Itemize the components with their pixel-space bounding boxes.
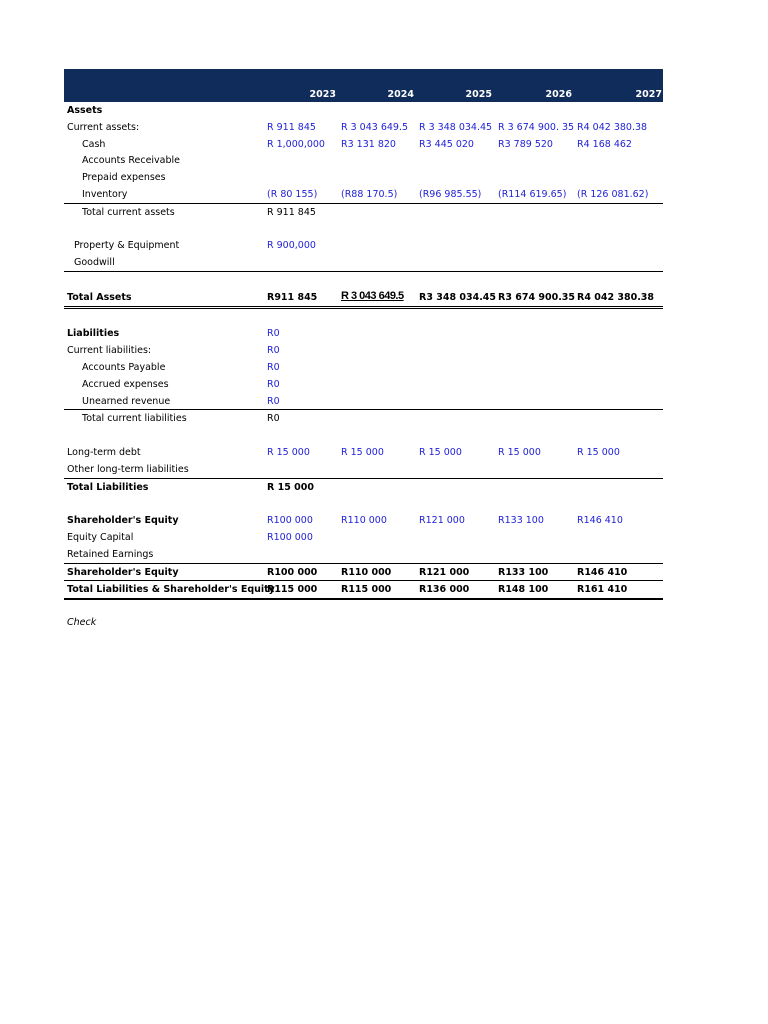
equity-heading-2025[interactable]: R121 000 xyxy=(419,515,465,527)
total-assets-2024[interactable]: R 3 043 649.5 xyxy=(341,289,404,302)
cash-2024[interactable]: R3 131 820 xyxy=(341,138,396,150)
cash-2025[interactable]: R3 445 020 xyxy=(419,138,474,150)
total-equity-2025[interactable]: R121 000 xyxy=(419,566,470,578)
equity-heading: Shareholder's Equity xyxy=(67,515,179,527)
row-total-current-assets xyxy=(64,204,663,221)
total-liab-equity-2023[interactable]: R115 000 xyxy=(267,584,318,596)
total-current-liabilities-label: Total current liabilities xyxy=(82,413,187,425)
long-term-debt-2024[interactable]: R 15 000 xyxy=(341,446,384,458)
row-goodwill xyxy=(64,254,663,272)
current-assets-2024[interactable]: R 3 043 649.5 xyxy=(341,121,409,133)
row-spacer xyxy=(64,600,663,617)
inventory-2027[interactable]: (R 126 081.62) xyxy=(577,188,649,200)
inventory-2025[interactable]: (R96 985.55) xyxy=(419,188,482,200)
retained-earnings-label: Retained Earnings xyxy=(67,548,154,560)
total-liabilities-2023[interactable]: R 15 000 xyxy=(267,481,314,493)
total-equity-2027[interactable]: R146 410 xyxy=(577,566,628,578)
total-current-assets-2023[interactable]: R 911 845 xyxy=(267,206,316,218)
total-equity-2023[interactable]: R100 000 xyxy=(267,566,318,578)
equity-capital-label: Equity Capital xyxy=(67,531,134,543)
row-spacer xyxy=(64,309,663,326)
unearned-revenue-label: Unearned revenue xyxy=(82,395,171,407)
balance-sheet xyxy=(64,69,663,634)
year-2025: 2025 xyxy=(465,89,492,100)
total-equity-2026[interactable]: R133 100 xyxy=(498,566,549,578)
row-total-equity xyxy=(64,564,663,582)
equity-heading-2027[interactable]: R146 410 xyxy=(577,515,623,527)
cash-2026[interactable]: R3 789 520 xyxy=(498,138,553,150)
row-spacer xyxy=(64,221,663,238)
equity-heading-2024[interactable]: R110 000 xyxy=(341,515,387,527)
current-liabilities-2023[interactable]: R0 xyxy=(267,345,280,357)
goodwill-label: Goodwill xyxy=(74,257,115,269)
total-liab-equity-2027[interactable]: R161 410 xyxy=(577,584,628,596)
row-check xyxy=(64,617,663,634)
year-2023: 2023 xyxy=(309,89,336,100)
total-equity-2024[interactable]: R110 000 xyxy=(341,566,392,578)
long-term-debt-2023[interactable]: R 15 000 xyxy=(267,446,310,458)
inventory-2026[interactable]: (R114 619.65) xyxy=(498,188,567,200)
row-total-liabilities xyxy=(64,479,663,496)
row-current-assets xyxy=(64,119,663,136)
other-long-term-label: Other long-term liabilities xyxy=(67,463,189,475)
total-liab-equity-2025[interactable]: R136 000 xyxy=(419,584,470,596)
row-liabilities-heading xyxy=(64,325,663,342)
row-inventory xyxy=(64,186,663,204)
current-assets-2026[interactable]: R 3 674 900. 35 xyxy=(498,121,575,133)
prepaid-expenses-label: Prepaid expenses xyxy=(82,172,166,184)
current-assets-2025[interactable]: R 3 348 034.45 xyxy=(419,121,493,133)
long-term-debt-label: Long-term debt xyxy=(67,446,141,458)
total-assets-2027[interactable]: R4 042 380.38 xyxy=(577,291,655,303)
total-assets-2023[interactable]: R911 845 xyxy=(267,291,318,303)
unearned-revenue-2023[interactable]: R0 xyxy=(267,395,280,407)
accounts-payable-2023[interactable]: R0 xyxy=(267,361,280,373)
sheet-rows xyxy=(64,102,663,634)
current-assets-2023[interactable]: R 911 845 xyxy=(267,121,316,133)
equity-capital-2023[interactable]: R100 000 xyxy=(267,531,313,543)
row-total-liab-equity xyxy=(64,581,663,600)
row-other-long-term xyxy=(64,461,663,479)
row-accrued-expenses xyxy=(64,376,663,393)
total-assets-2025[interactable]: R3 348 034.45 xyxy=(419,291,497,303)
row-spacer xyxy=(64,427,663,444)
equity-heading-2023[interactable]: R100 000 xyxy=(267,515,313,527)
year-header-bar xyxy=(64,69,663,102)
assets-heading: Assets xyxy=(67,105,103,116)
row-retained-earnings xyxy=(64,546,663,564)
equity-heading-2026[interactable]: R133 100 xyxy=(498,515,544,527)
inventory-2024[interactable]: (R88 170.5) xyxy=(341,188,398,200)
accounts-payable-label: Accounts Payable xyxy=(82,361,166,373)
row-equity-heading xyxy=(64,512,663,529)
row-prepaid-expenses xyxy=(64,169,663,186)
long-term-debt-2026[interactable]: R 15 000 xyxy=(498,446,541,458)
row-unearned-revenue xyxy=(64,393,663,411)
check-label: Check xyxy=(67,616,97,628)
total-assets-2026[interactable]: R3 674 900.35 xyxy=(498,291,576,303)
property-equipment-label: Property & Equipment xyxy=(74,240,180,252)
accounts-receivable-label: Accounts Receivable xyxy=(82,155,181,167)
accrued-expenses-2023[interactable]: R0 xyxy=(267,378,280,390)
total-liabilities-label: Total Liabilities xyxy=(67,481,149,493)
accrued-expenses-label: Accrued expenses xyxy=(82,378,169,390)
row-accounts-payable xyxy=(64,359,663,376)
row-total-assets xyxy=(64,289,663,309)
property-equipment-2023[interactable]: R 900,000 xyxy=(267,240,316,252)
row-long-term-debt xyxy=(64,444,663,461)
row-total-current-liabilities xyxy=(64,410,663,427)
total-liab-equity-2026[interactable]: R148 100 xyxy=(498,584,549,596)
row-spacer xyxy=(64,272,663,289)
total-liab-equity-label: Total Liabilities & Shareholder's Equity xyxy=(67,584,275,596)
row-assets-heading xyxy=(64,102,663,119)
long-term-debt-2027[interactable]: R 15 000 xyxy=(577,446,620,458)
current-assets-label: Current assets: xyxy=(67,121,140,133)
cash-2023[interactable]: R 1,000,000 xyxy=(267,138,325,150)
total-current-liabilities-2023[interactable]: R0 xyxy=(267,413,280,425)
inventory-label: Inventory xyxy=(82,188,128,200)
year-2026: 2026 xyxy=(545,89,572,100)
total-current-assets-label: Total current assets xyxy=(82,206,175,218)
cash-2027[interactable]: R4 168 462 xyxy=(577,138,632,150)
total-liab-equity-2024[interactable]: R115 000 xyxy=(341,584,392,596)
current-liabilities-label: Current liabilities: xyxy=(67,345,152,357)
total-assets-label: Total Assets xyxy=(67,291,132,303)
liabilities-heading: Liabilities xyxy=(67,328,120,340)
total-equity-label: Shareholder's Equity xyxy=(67,566,179,578)
year-2027: 2027 xyxy=(635,89,662,100)
liabilities-heading-2023[interactable]: R0 xyxy=(267,328,280,340)
row-spacer xyxy=(64,495,663,512)
row-accounts-receivable xyxy=(64,152,663,169)
current-assets-2027[interactable]: R4 042 380.38 xyxy=(577,121,648,133)
year-2024: 2024 xyxy=(387,89,414,100)
long-term-debt-2025[interactable]: R 15 000 xyxy=(419,446,462,458)
row-equity-capital xyxy=(64,529,663,546)
row-property-equipment xyxy=(64,237,663,254)
row-cash xyxy=(64,136,663,153)
cash-label: Cash xyxy=(82,138,106,150)
row-current-liabilities xyxy=(64,342,663,359)
inventory-2023[interactable]: (R 80 155) xyxy=(267,188,318,200)
